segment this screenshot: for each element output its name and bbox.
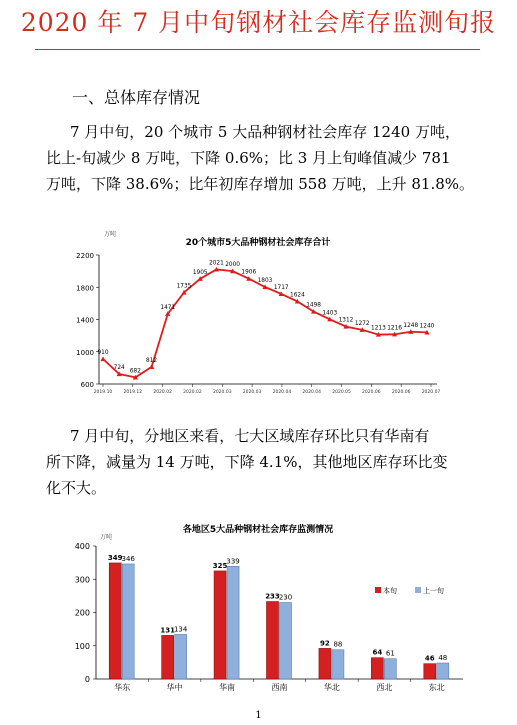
x-tick-label: 2019.12 <box>123 390 143 395</box>
bar-value-label: 64 <box>372 648 383 657</box>
bar-value-label: 46 <box>424 654 435 663</box>
bar-value-label: 349 <box>107 553 123 562</box>
x-tick-label: 2020.03 <box>212 390 232 395</box>
data-label: 1905 <box>192 269 208 276</box>
bar <box>227 566 239 679</box>
x-tick-label: 华中 <box>166 683 183 692</box>
report-title: 2020 年 7 月中旬钢材社会库存监测旬报 <box>20 8 497 37</box>
bar <box>371 658 383 679</box>
data-label: 1498 <box>306 302 321 309</box>
bar-value-label: 61 <box>385 649 395 658</box>
x-tick-label: 2020.06 <box>391 390 411 395</box>
x-tick-label: 2020.02 <box>183 390 202 395</box>
x-tick-label: 2020.07 <box>421 390 441 395</box>
bar-value-label: 134 <box>173 625 188 634</box>
legend-label: 本旬 <box>383 587 397 595</box>
data-label: 1240 <box>419 323 435 330</box>
data-label: 1213 <box>371 325 386 332</box>
x-tick-label: 华南 <box>219 683 236 692</box>
x-tick-label: 2020.06 <box>362 390 381 395</box>
data-label: 1248 <box>403 322 419 329</box>
bar <box>384 659 396 679</box>
bar-value-label: 325 <box>212 561 228 570</box>
x-tick-label: 华北 <box>323 683 340 692</box>
x-tick-label: 2020.04 <box>302 390 322 395</box>
y-tick-label: 300 <box>74 575 90 585</box>
chart-title: 20个城市5大品种钢材社会库存合计 <box>185 238 331 248</box>
paragraph-line: 所下降，减量为 14 万吨，下降 4.1%，其他地区库存环比变 <box>46 453 448 471</box>
bar <box>437 663 449 679</box>
unit-label: 万吨 <box>100 534 113 541</box>
data-label: 724 <box>113 365 125 372</box>
x-tick-label: 2020.05 <box>332 390 351 395</box>
data-label: 1906 <box>241 269 257 276</box>
data-label: 1312 <box>338 317 354 324</box>
bar <box>424 664 436 679</box>
bar-value-label: 88 <box>333 640 343 649</box>
bar-value-label: 233 <box>265 592 280 601</box>
data-label: 1735 <box>176 283 192 290</box>
bar <box>109 563 121 679</box>
chart-title: 各地区5大品种钢材社会库存监测情况 <box>182 525 334 535</box>
x-tick-label: 西北 <box>376 683 393 692</box>
bar <box>175 634 187 679</box>
data-label: 1272 <box>354 320 370 327</box>
y-tick-label: 2200 <box>76 252 94 260</box>
bar <box>332 650 344 679</box>
legend-swatch <box>375 587 381 593</box>
bar-value-label: 339 <box>226 557 240 566</box>
bar-value-label: 131 <box>160 626 175 635</box>
data-label: 910 <box>97 350 109 357</box>
paragraph-line: 万吨，下降 38.6%；比年初库存增加 558 万吨，上升 81.8%。 <box>46 175 475 193</box>
bar <box>267 602 279 679</box>
data-label: 1403 <box>322 310 338 317</box>
bar <box>122 564 134 679</box>
legend-swatch <box>415 587 421 593</box>
y-tick-label: 0 <box>84 675 90 684</box>
x-tick-label: 西南 <box>271 683 288 692</box>
y-tick-label: 1400 <box>76 316 94 325</box>
data-label: 1471 <box>160 304 176 311</box>
y-tick-label: 600 <box>80 381 94 389</box>
x-tick-label: 2020.04 <box>272 390 292 395</box>
x-tick-label: 2020.02 <box>153 390 172 395</box>
data-label: 682 <box>129 368 141 375</box>
bar <box>319 648 331 679</box>
data-label: 1717 <box>273 284 289 291</box>
bar-value-label: 230 <box>278 593 293 602</box>
legend-label: 上一旬 <box>423 587 444 595</box>
y-tick-label: 1000 <box>76 348 94 357</box>
paragraph-line: 7 月中旬，20 个城市 5 大品种钢材社会库存 1240 万吨， <box>70 123 460 141</box>
x-tick-label: 东北 <box>428 683 445 692</box>
bar-value-label: 92 <box>320 639 330 648</box>
section-heading: 一、总体库存情况 <box>72 88 201 107</box>
paragraph-line: 比上-旬减少 8 万吨，下降 0.6%；比 3 月上旬峰值减少 781 <box>46 149 451 167</box>
unit-label: 万吨 <box>104 231 117 238</box>
paragraph-line: 化不大。 <box>46 479 107 497</box>
bar <box>162 635 174 679</box>
x-tick-label: 2020.03 <box>242 390 262 395</box>
y-tick-label: 100 <box>74 641 90 651</box>
data-label: 1216 <box>387 325 402 332</box>
bar-value-label: 48 <box>438 654 448 663</box>
data-label: 2021 <box>209 260 224 267</box>
page-number: 1 <box>255 710 262 721</box>
bar <box>280 603 292 679</box>
data-label: 812 <box>146 357 158 364</box>
y-tick-label: 400 <box>74 542 90 551</box>
x-tick-label: 华东 <box>114 683 131 692</box>
paragraph-line: 7 月中旬，分地区来看，七大区域库存环比只有华南有 <box>70 427 430 445</box>
data-label: 1803 <box>257 278 273 285</box>
x-tick-label: 2019.10 <box>93 390 113 395</box>
bar <box>214 571 226 679</box>
data-label: 2000 <box>225 262 240 269</box>
y-tick-label: 1800 <box>76 284 94 293</box>
data-label: 1624 <box>290 292 305 299</box>
y-tick-label: 200 <box>74 608 90 618</box>
bar-value-label: 346 <box>121 554 135 563</box>
